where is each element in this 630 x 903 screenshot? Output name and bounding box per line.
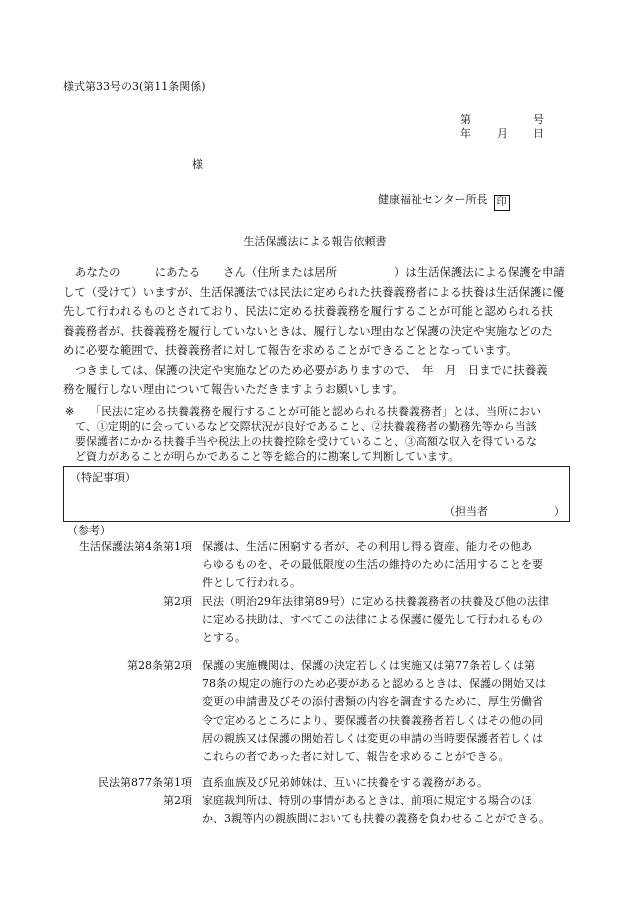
ref-line: 変更の申請書及びその添付書類の内容を調査するために、厚生労働省 (202, 695, 543, 709)
addressee-suffix: 様 (192, 158, 203, 171)
ref-line: 令で定めるところにより、要保護者の扶養義務者若しくはその他の同 (202, 713, 543, 727)
note-mark: ※ (65, 405, 75, 418)
ref-label: 第28条第2項 (127, 659, 192, 672)
ref-line: 保護は、生活に困窮する者が、その利用し得る資産、能力その他あ (202, 540, 532, 553)
ref-label: 第2項 (163, 794, 192, 808)
body-line: めに必要な範囲で、扶養義務者に対して報告を求めることができることとなっています。 (63, 343, 518, 357)
special-notes-label: （特記事項） (70, 471, 136, 484)
ref-line: に定める扶助は、すべてこの法律による保護に優先して行われるもの (202, 612, 543, 626)
ref-line: 78条の規定の施行のため必要があると認めるときは、保護の開始又は (202, 677, 546, 691)
form-number: 様式第33号の3(第11条関係) (63, 80, 206, 93)
note-line: ど資力があることが明らかであること等を総合的に勘案して判断しています。 (75, 450, 460, 463)
special-notes-box (63, 466, 570, 522)
document-title: 生活保護法による報告依頼書 (243, 235, 387, 248)
date-year: 年 (460, 127, 471, 140)
body-line: 養義務者が、扶養義務を履行していないときは、履行しない理由など保護の決定や実施などのた (63, 323, 553, 338)
person-in-charge: （担当者 ） (444, 505, 565, 518)
sender-line (378, 193, 510, 211)
doc-number-dai: 第 (460, 113, 471, 126)
ref-label: 民法第877条第1項 (98, 776, 192, 789)
body-line: あなたの にあたる さん（住所または居所 ）は生活保護法による保護を申請 (75, 265, 565, 279)
seal-stamp: 印 (494, 195, 510, 211)
sender-title: 健康福祉センター所長 (378, 193, 488, 206)
body-line: 先して行われるものとされており、民法に定める扶養義務を履行することが可能と認められる扶 (63, 304, 553, 318)
date-month: 月 (497, 127, 508, 140)
ref-line: これらの者であった者に対して、報告を求めることができる。 (202, 750, 510, 763)
ref-line: らゆるものを、その最低限度の生活の維持のために活用することを要 (202, 558, 543, 572)
date-day: 日 (533, 127, 544, 140)
ref-line: 民法（明治29年法律第89号）に定める扶養義務者の扶養及び他の法律 (202, 594, 549, 608)
ref-line: 保護の実施機関は、保護の決定若しくは実施又は第77条若しくは第 (202, 659, 535, 672)
ref-label: 第2項 (163, 594, 192, 608)
body-line: つきましては、保護の決定や実施などのため必要がありますので、 年 月 日までに扶養義 (75, 362, 548, 377)
doc-number-go: 号 (533, 113, 544, 126)
ref-label: 生活保護法第4条第1項 (79, 540, 192, 553)
note-line: 「民法に定める扶養義務を履行することが可能と認められる扶養義務者」とは、当所におい (90, 405, 541, 418)
ref-line: 直系血族及び兄弟姉妹は、互いに扶養をする義務がある。 (202, 776, 488, 789)
reference-heading: （参考） (67, 524, 111, 537)
ref-line: 居の親族又は保護の開始若しくは変更の申請の当時要保護者若しくは (202, 731, 543, 745)
note-line: て、①定期的に会っているなど交際状況が良好であること、②扶養義務者の勤務先等から当該 (75, 420, 537, 433)
body-line: して（受けて）いますが、生活保護法では民法に定められた扶養義務者による扶養は生活保護に優 (63, 284, 565, 299)
body-line: 務を履行しない理由について報告いただきますようお願いします。 (63, 382, 404, 396)
ref-line: 件として行われる。 (202, 576, 301, 590)
note-line: 要保護者にかかる扶養手当や税法上の扶養控除を受けていること、③高額な収入を得ているな (75, 435, 537, 448)
ref-line: とする。 (202, 631, 246, 644)
ref-line: か、3親等内の親族間においても扶養の義務を負わせることができる。 (202, 812, 550, 826)
ref-line: 家庭裁判所は、特別の事情があるときは、前項に規定する場合のほ (202, 794, 532, 808)
